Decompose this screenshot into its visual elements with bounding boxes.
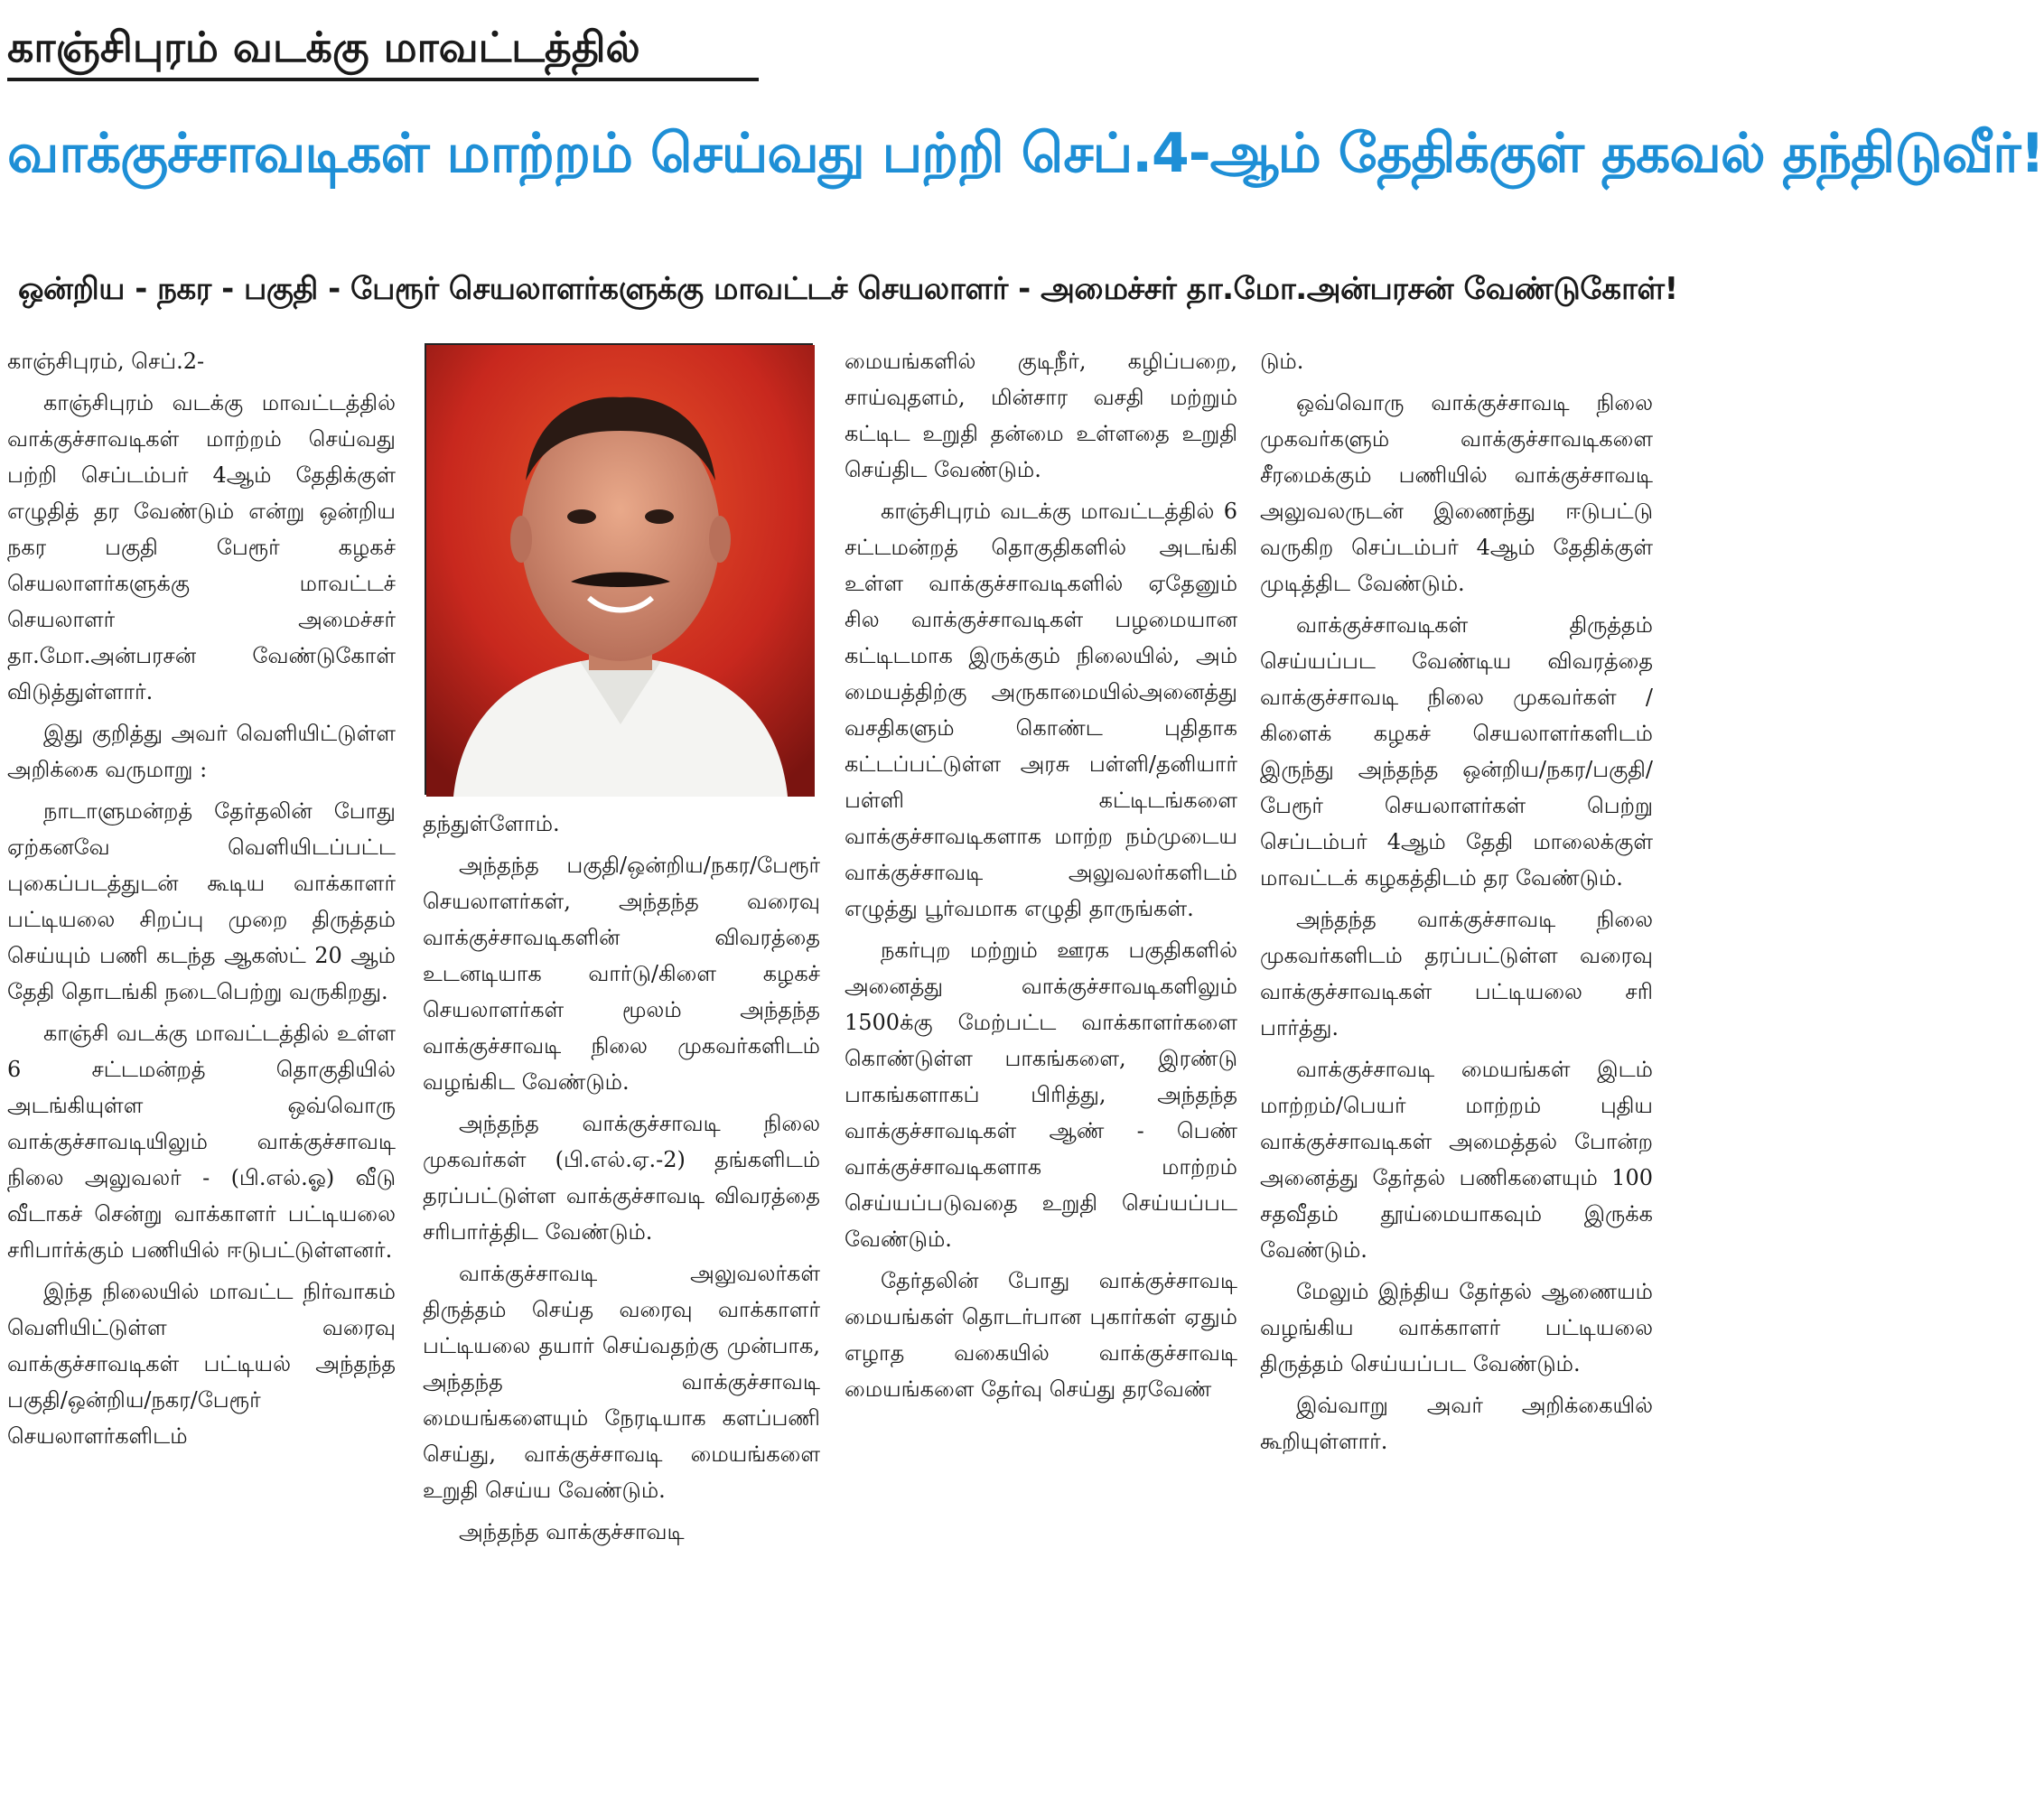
paragraph: தேர்தலின் போது வாக்குச்சாவடி மையங்கள் தொடர்பான புகார்கள் ஏதும் எழாத வகையில் வாக்குச்சாவடி மையங்களை தேர்வு செய்து தரவேண் (845, 1268, 1237, 1402)
paragraph: நாடாளுமன்றத் தேர்தலின் போது ஏற்கனவே வெளியிடப்பட்ட புகைப்படத்துடன் கூடிய வாக்காளர் பட்டியலை சிறப்பு முறை திருத்தம் செய்யும் பணி கடந்த ஆகஸ்ட் 20 ஆம் தேதி தொடங்கி நடைபெற்று வருகிறது. (7, 798, 396, 1004)
headline: வாக்குச்சாவடிகள் மாற்றம் செய்வது பற்றி செப்.4-ஆம் தேதிக்குள் தகவல் தந்திடுவீர்! (7, 122, 2044, 185)
paragraph: இந்த நிலையில் மாவட்ட நிர்வாகம் வெளியிட்டுள்ள வரைவு வாக்குச்சாவடிகள் பட்டியல் அந்தந்த பகுதி/ஒன்றிய/நகர/பேரூர் செயலாளர்களிடம் (7, 1279, 396, 1449)
article-column-1 (7, 343, 396, 1815)
paragraph: வாக்குச்சாவடி மையங்கள் இடம் மாற்றம்/பெயர் மாற்றம் புதிய வாக்குச்சாவடிகள் அமைத்தல் போன்ற அனைத்து தேர்தல் பணிகளையும் 100 சதவீதம் தூய்மையாகவும் இருக்க வேண்டும். (1260, 1057, 1653, 1263)
paragraph: இது குறித்து அவர் வெளியிட்டுள்ள அறிக்கை வருமாறு : (7, 721, 396, 782)
paragraph: காஞ்சிபுரம் வடக்கு மாவட்டத்தில் 6 சட்டமன்றத் தொகுதிகளில் அடங்கி உள்ள வாக்குச்சாவடிகளில் ஏதேனும் சில வாக்குச்சாவடிகள் பழமையான கட்டிடமாக இருக்கும் நிலையில், அம் மையத்திற்கு அருகாமையில்அனைத்து வசதிகளும் கொண்ட புதிதாக கட்டப்பட்டுள்ள அரசு பள்ளி/தனியார் பள்ளி கட்டிடங்களை வாக்குச்சாவடிகளாக மாற்ற நம்முடைய வாக்குச்சாவடி அலுவலர்களிடம் எழுத்து பூர்வமாக எழுதி தாருங்கள். (845, 499, 1237, 921)
dateline: காஞ்சிபுரம், செப்.2- (7, 349, 205, 374)
paragraph: அந்தந்த வாக்குச்சாவடி நிலை முகவர்கள் (பி.எல்.ஏ.-2) தங்களிடம் தரப்பட்டுள்ள வாக்குச்சாவடி விவரத்தை சரிபார்த்திட வேண்டும். (423, 1111, 820, 1245)
kicker-heading: காஞ்சிபுரம் வடக்கு மாவட்டத்தில் (7, 23, 640, 71)
paragraph: ஒவ்வொரு வாக்குச்சாவடி நிலை முகவர்களும் வாக்குச்சாவடிகளை சீரமைக்கும் பணியில் வாக்குச்சாவடி அலுவலருடன் இணைந்து ஈடுபட்டு வருகிற செப்டம்பர் 4ஆம் தேதிக்குள் முடித்திட வேண்டும். (1260, 390, 1653, 596)
paragraph: வாக்குச்சாவடி அலுவலர்கள் திருத்தம் செய்த வரைவு வாக்காளர் பட்டியலை தயார் செய்வதற்கு முன்பாக, அந்தந்த வாக்குச்சாவடி மையங்களையும் நேரடியாக களப்பணி செய்து, வாக்குச்சாவடி மையங்களை உறுதி செய்ய வேண்டும். (423, 1261, 820, 1503)
subheadline: ஒன்றிய - நகர - பகுதி - பேரூர் செயலாளர்களுக்கு மாவட்டச் செயலாளர் - அமைச்சர் தா.மோ.அன்பரசன் வேண்டுகோள்! (18, 271, 1678, 307)
kicker-underline (7, 78, 759, 81)
paragraph: காஞ்சிபுரம் வடக்கு மாவட்டத்தில் வாக்குச்சாவடிகள் மாற்றம் செய்வது பற்றி செப்டம்பர் 4ஆம் தேதிக்குள் எழுதித் தர வேண்டும் என்று ஒன்றிய நகர பகுதி பேரூர் கழகச் செயலாளர்களுக்கு மாவட்டச் செயலாளர் அமைச்சர் தா.மோ.அன்பரசன் வேண்டுகோள் விடுத்துள்ளார். (7, 390, 396, 704)
paragraph: அந்தந்த வாக்குச்சாவடி நிலை முகவர்களிடம் தரப்பட்டுள்ள வரைவு வாக்குச்சாவடிகள் பட்டியலை சரி பார்த்து. (1260, 907, 1653, 1040)
paragraph: காஞ்சி வடக்கு மாவட்டத்தில் உள்ள 6 சட்டமன்றத் தொகுதியில் அடங்கியுள்ள ஒவ்வொரு வாக்குச்சாவடியிலும் வாக்குச்சாவடி நிலை அலுவலர் - (பி.எல்.ஓ) வீடு வீடாகச் சென்று வாக்காளர் பட்டியலை சரிபார்க்கும் பணியில் ஈடுபட்டுள்ளனர். (7, 1021, 396, 1263)
paragraph: டும். (1260, 349, 1304, 374)
person-portrait-icon (426, 345, 815, 797)
article-column-3 (845, 343, 1237, 1815)
paragraph: தந்துள்ளோம். (423, 811, 560, 836)
article-column-2 (423, 806, 820, 1815)
paragraph: மையங்களில் குடிநீர், கழிப்பறை, சாய்வுதளம், மின்சார வசதி மற்றும் கட்டிட உறுதி தன்மை உள்ளதை உறுதி செய்திட வேண்டும். (845, 349, 1237, 482)
paragraph: அந்தந்த பகுதி/ஒன்றிய/நகர/பேரூர் செயலாளர்கள், அந்தந்த வரைவு வாக்குச்சாவடிகளின் விவரத்தை உடனடியாக வார்டு/கிளை கழகச் செயலாளர்கள் மூலம் அந்தந்த வாக்குச்சாவடி நிலை முகவர்களிடம் வழங்கிட வேண்டும். (423, 853, 820, 1095)
paragraph: நகர்புற மற்றும் ஊரக பகுதிகளில் அனைத்து வாக்குச்சாவடிகளிலும் 1500க்கு மேற்பட்ட வாக்காளர்களை கொண்டுள்ள பாகங்களை, இரண்டு பாகங்களாகப் பிரித்து, அந்தந்த வாக்குச்சாவடிகள் ஆண் - பெண் வாக்குச்சாவடிகளாக மாற்றம் செய்யப்படுவதை உறுதி செய்யப்பட வேண்டும். (845, 937, 1237, 1252)
paragraph: மேலும் இந்திய தேர்தல் ஆணையம் வழங்கிய வாக்காளர் பட்டியலை திருத்தம் செய்யப்பட வேண்டும். (1260, 1279, 1653, 1376)
paragraph: அந்தந்த வாக்குச்சாவடி (459, 1519, 685, 1544)
article-column-4 (1260, 343, 1653, 1815)
closing-line: இவ்வாறு அவர் அறிக்கையில் கூறியுள்ளார். (1260, 1393, 1653, 1454)
portrait-photo (425, 343, 813, 795)
paragraph: வாக்குச்சாவடிகள் திருத்தம் செய்யப்பட வேண்டிய விவரத்தை வாக்குச்சாவடி நிலை முகவர்கள் / கிளைக் கழகச் செயலாளர்களிடம் இருந்து அந்தந்த ஒன்றிய/நகர/பகுதி/பேரூர் செயலாளர்கள் பெற்று செப்டம்பர் 4ஆம் தேதி மாலைக்குள் மாவட்டக் கழகத்திடம் தர வேண்டும். (1260, 612, 1653, 891)
